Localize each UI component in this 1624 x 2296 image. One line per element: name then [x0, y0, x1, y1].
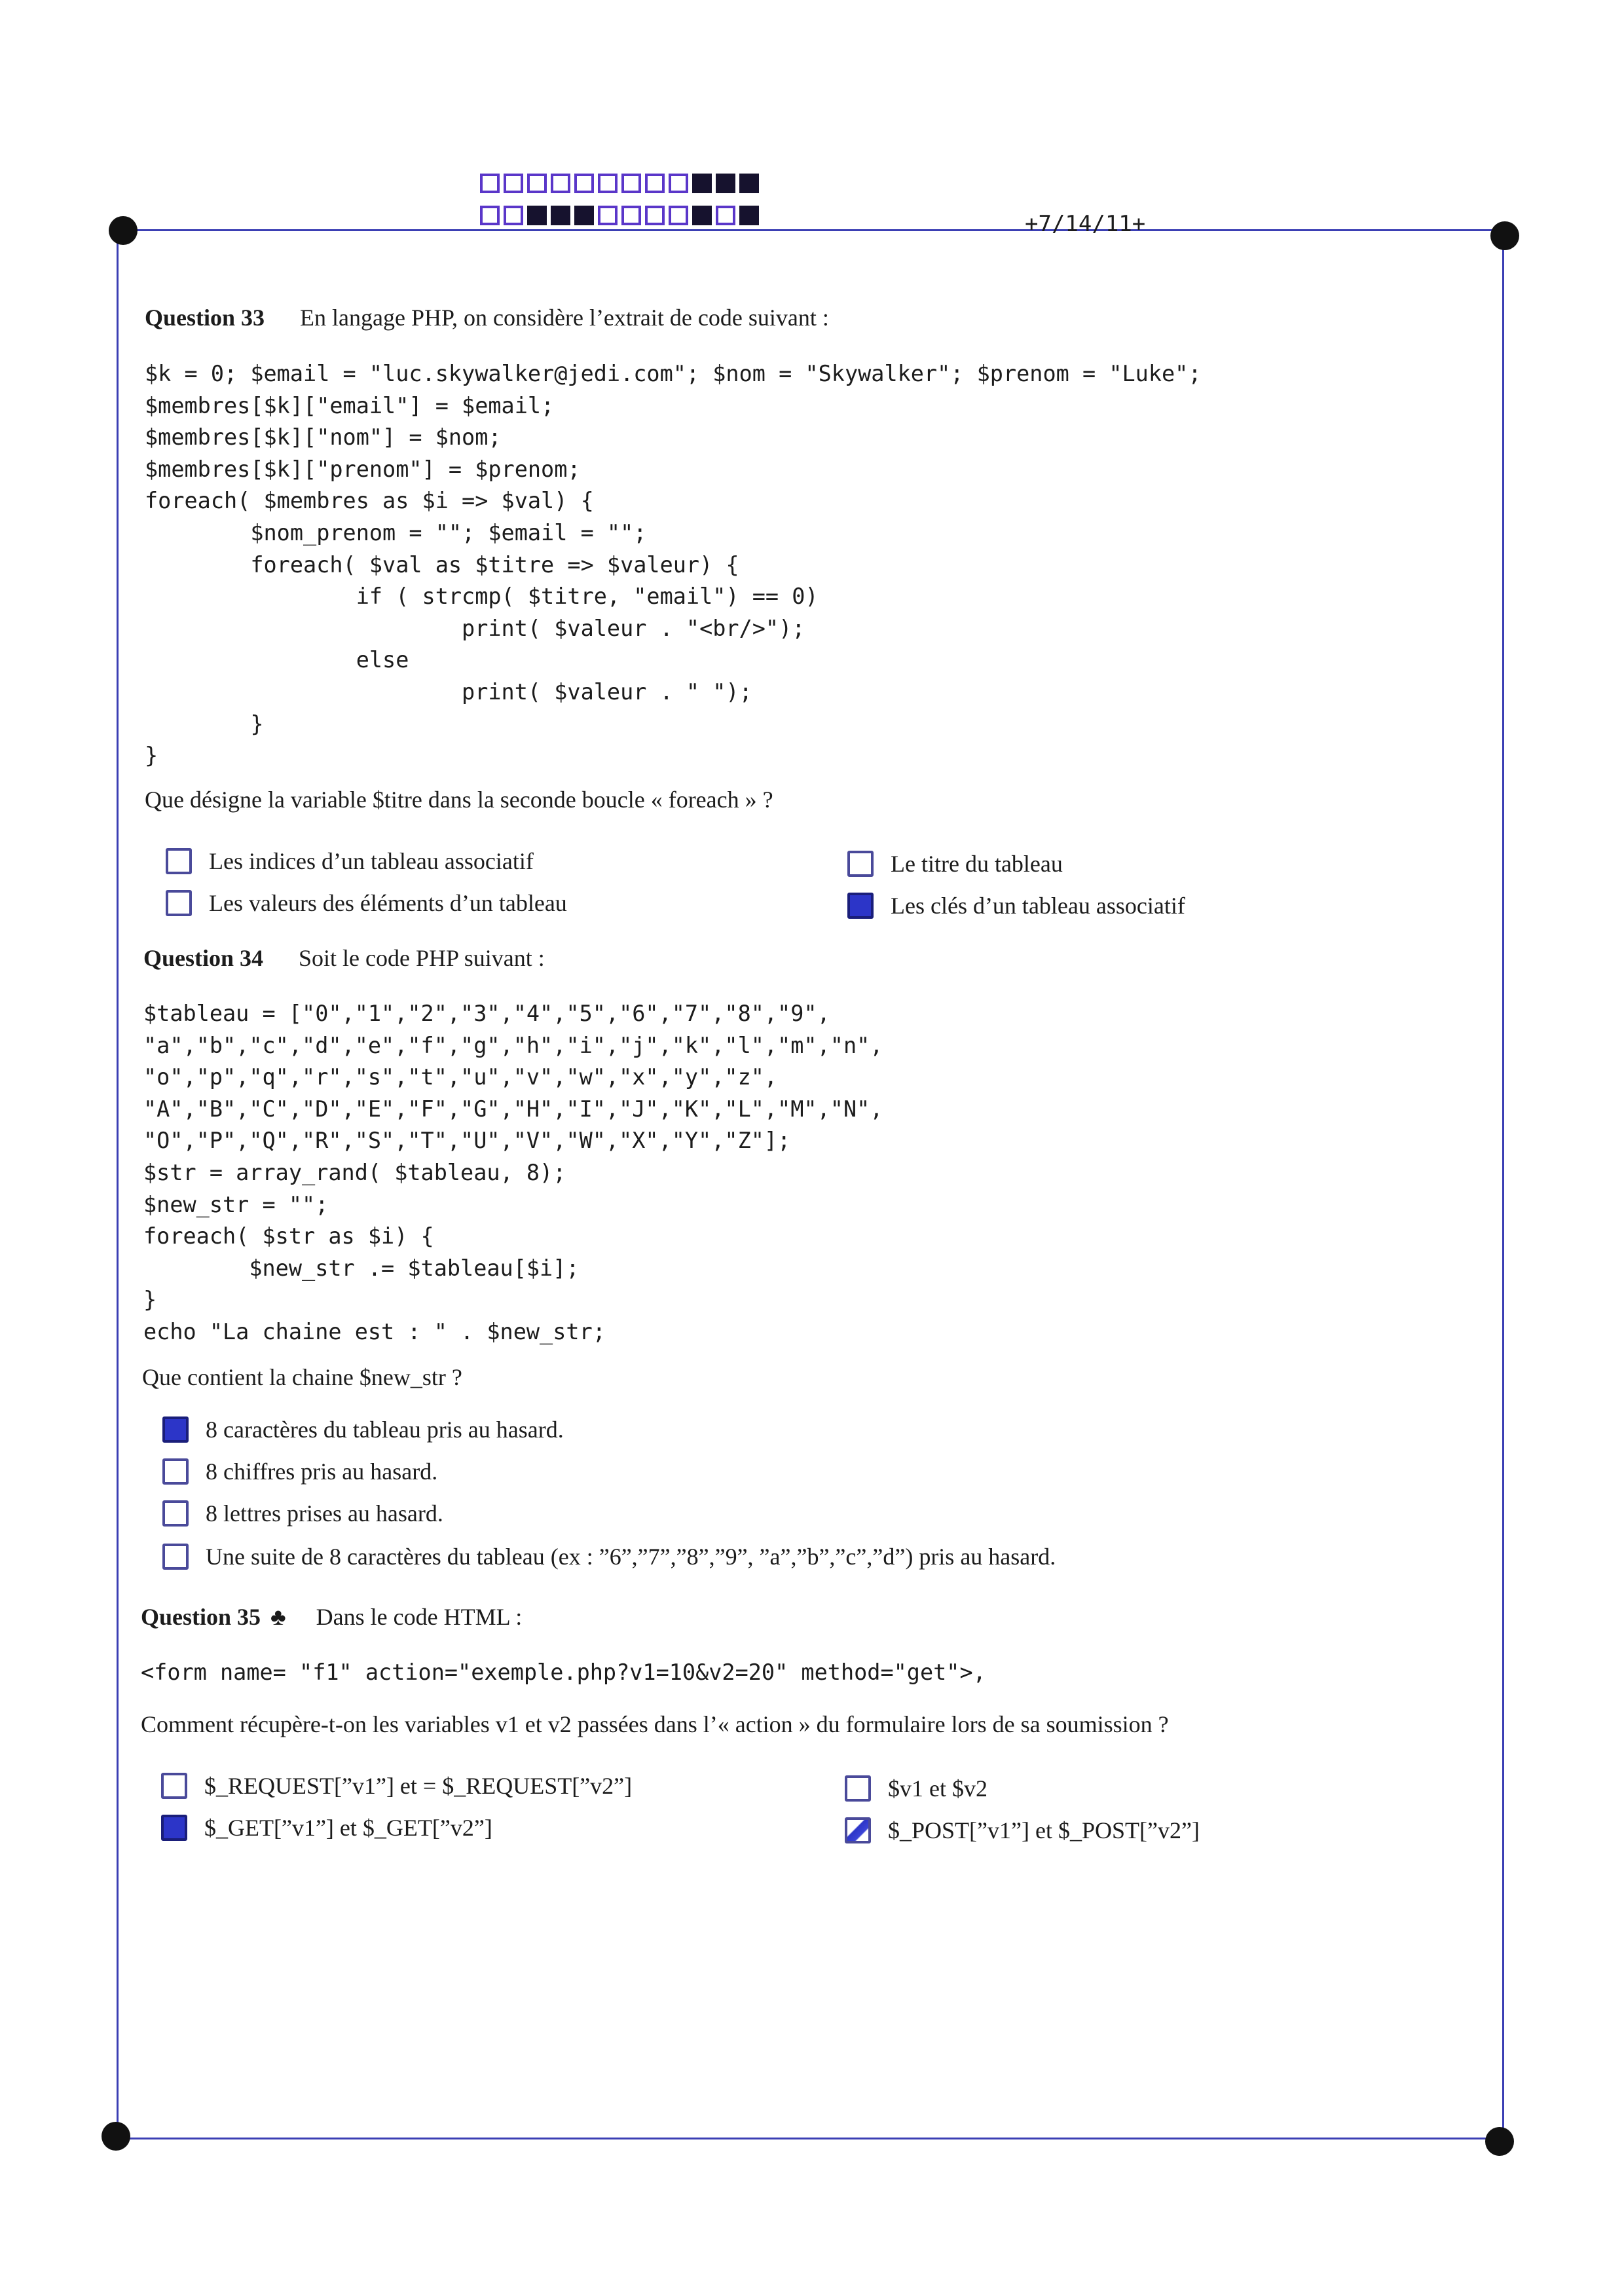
- club-icon: ♣: [270, 1604, 286, 1630]
- question-33-code: $k = 0; $email = "luc.skywalker@jedi.com"; $nom = "Skywalker"; $prenom = "Luke"; $membres[$k]["email"] = $email; $membres[$k]["nom"] = $nom; $membres[$k]["prenom"] = $prenom; foreach( $membres as $i => $val) { $nom_prenom = ""; $email = ""; foreach( $val as $titre => $valeur) { if ( strcmp( $titre, "email") == 0) print( $valeur . "<br/>"); else print( $valeur . " "); } }: [145, 361, 1202, 769]
- q34-option-3-checkbox[interactable]: [162, 1500, 189, 1527]
- question-35-prompt: Comment récupère-t-on les variables v1 et v2 passées dans l’« action » du formulaire lors de sa soumission ?: [141, 1711, 1169, 1737]
- q33-option-4-checkbox[interactable]: [847, 893, 874, 919]
- barcode-bottom-cell: [480, 206, 500, 225]
- q34-option-3-label: 8 lettres prises au hasard.: [206, 1500, 443, 1527]
- q34-option-2[interactable]: [162, 1458, 437, 1485]
- corner-marker-bottom-right: [1485, 2127, 1514, 2156]
- question-33-prompt: Que désigne la variable $titre dans la seconde boucle « foreach » ?: [145, 787, 773, 813]
- question-35-label: Question 35: [141, 1604, 261, 1630]
- q35-option-1[interactable]: [161, 1772, 632, 1800]
- frame-bottom-line: [117, 2138, 1504, 2139]
- question-35-text: Dans le code HTML :: [316, 1604, 523, 1630]
- question-34-label: Question 34: [143, 945, 264, 971]
- q33-option-2-label: Le titre du tableau: [891, 851, 1063, 877]
- q33-option-1[interactable]: [166, 847, 534, 875]
- q33-option-4[interactable]: [847, 892, 1185, 919]
- page-id: +7/14/11+: [1025, 211, 1146, 237]
- page-barcode-bottom: [480, 206, 759, 225]
- q33-option-3-label: Les valeurs des éléments d’un tableau: [209, 890, 567, 916]
- question-34-header: [143, 944, 545, 972]
- q33-option-2-checkbox[interactable]: [847, 851, 874, 877]
- q35-option-3-checkbox[interactable]: [161, 1815, 187, 1841]
- q34-option-3[interactable]: [162, 1500, 443, 1527]
- barcode-bottom-cell: [574, 206, 594, 225]
- q33-option-2[interactable]: [847, 850, 1063, 878]
- q34-option-4[interactable]: [162, 1543, 1056, 1570]
- frame-left-line: [117, 236, 119, 2135]
- barcode-bottom-cell: [527, 206, 547, 225]
- corner-marker-top-left: [109, 216, 138, 245]
- barcode-top-cell: [669, 174, 688, 193]
- corner-marker-bottom-left: [101, 2122, 130, 2151]
- q34-option-2-checkbox[interactable]: [162, 1458, 189, 1485]
- q35-option-3-label: $_GET[”v1”] et $_GET[”v2”]: [204, 1815, 492, 1841]
- q35-option-4-label: $_POST[”v1”] et $_POST[”v2”]: [888, 1817, 1200, 1843]
- q33-option-1-checkbox[interactable]: [166, 848, 192, 874]
- barcode-bottom-cell: [645, 206, 665, 225]
- corner-marker-top-right: [1490, 221, 1519, 250]
- barcode-top-cell: [480, 174, 500, 193]
- barcode-bottom-cell: [716, 206, 735, 225]
- barcode-bottom-cell: [504, 206, 523, 225]
- barcode-top-cell: [574, 174, 594, 193]
- q34-option-1-label: 8 caractères du tableau pris au hasard.: [206, 1416, 564, 1443]
- q35-option-2-label: $v1 et $v2: [888, 1775, 987, 1802]
- q34-option-1[interactable]: [162, 1416, 564, 1443]
- barcode-top-cell: [598, 174, 618, 193]
- barcode-top-cell: [504, 174, 523, 193]
- q33-option-4-label: Les clés d’un tableau associatif: [891, 893, 1185, 919]
- q34-option-2-label: 8 chiffres pris au hasard.: [206, 1458, 438, 1485]
- barcode-bottom-cell: [621, 206, 641, 225]
- q35-option-1-label: $_REQUEST[”v1”] et = $_REQUEST[”v2”]: [204, 1773, 633, 1799]
- barcode-bottom-cell: [739, 206, 759, 225]
- question-35-header: [141, 1603, 522, 1631]
- frame-right-line: [1502, 236, 1504, 2135]
- q33-option-1-label: Les indices d’un tableau associatif: [209, 848, 534, 874]
- barcode-top-cell: [527, 174, 547, 193]
- q33-option-3-checkbox[interactable]: [166, 890, 192, 916]
- q35-option-2[interactable]: [845, 1775, 987, 1802]
- q34-option-4-checkbox[interactable]: [162, 1544, 189, 1570]
- question-34-prompt: Que contient la chaine $new_str ?: [142, 1364, 462, 1390]
- q35-option-4-checkbox[interactable]: [845, 1817, 871, 1843]
- question-33-label: Question 33: [145, 305, 265, 331]
- question-33-text: En langage PHP, on considère l’extrait de code suivant :: [300, 305, 829, 331]
- q35-option-3[interactable]: [161, 1814, 492, 1842]
- barcode-bottom-cell: [598, 206, 618, 225]
- frame-top-line: [123, 229, 1506, 231]
- page-barcode-top: [480, 174, 759, 193]
- q34-option-1-checkbox[interactable]: [162, 1416, 189, 1443]
- q35-option-4[interactable]: [845, 1817, 1200, 1844]
- q35-option-1-checkbox[interactable]: [161, 1773, 187, 1799]
- question-33-header: [145, 304, 829, 331]
- barcode-top-cell: [551, 174, 570, 193]
- q35-option-2-checkbox[interactable]: [845, 1775, 871, 1802]
- barcode-top-cell: [716, 174, 735, 193]
- question-35-code: <form name= "f1" action="exemple.php?v1=10&v2=20" method="get">,: [141, 1659, 986, 1685]
- barcode-top-cell: [739, 174, 759, 193]
- barcode-bottom-cell: [692, 206, 712, 225]
- q34-option-4-label: Une suite de 8 caractères du tableau (ex : ”6”,”7”,”8”,”9”, ”a”,”b”,”c”,”d”) pris au hasard.: [206, 1544, 1056, 1570]
- barcode-top-cell: [621, 174, 641, 193]
- question-34-text: Soit le code PHP suivant :: [299, 945, 545, 971]
- q33-option-3[interactable]: [166, 889, 567, 917]
- barcode-top-cell: [692, 174, 712, 193]
- question-34-code: $tableau = ["0","1","2","3","4","5","6","7","8","9", "a","b","c","d","e","f","g","h","i","j","k","l","m","n", "o","p","q","r","s","t","u","v","w","x","y","z", "A","B","C","D","E","F","G","H","I","J","K","L","M","N", "O","P","Q","R","S","T","U","V","W","X","Y","Z"]; $str = array_rand( $tableau, 8); $new_str = ""; foreach( $str as $i) { $new_str .= $tableau[$i]; } echo "La chaine est : " . $new_str;: [143, 1001, 883, 1344]
- barcode-top-cell: [645, 174, 665, 193]
- barcode-bottom-cell: [669, 206, 688, 225]
- barcode-bottom-cell: [551, 206, 570, 225]
